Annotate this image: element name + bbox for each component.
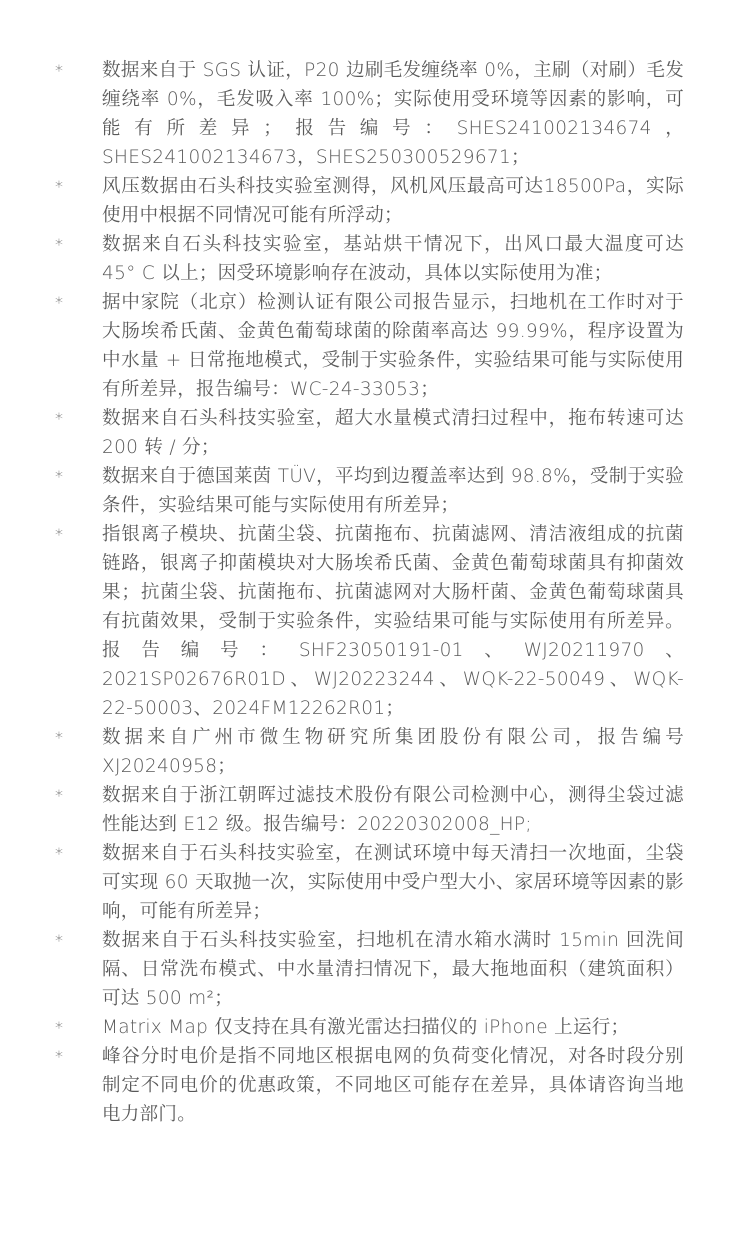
bullet-icon: *	[55, 177, 64, 196]
bullet-icon: *	[55, 293, 64, 312]
footnote-item	[0, 1013, 750, 1042]
footnote-text: 数据来自广州市微生物研究所集团股份有限公司，报告编号XJ20240958；	[102, 727, 684, 777]
bullet-icon: *	[55, 786, 64, 805]
footnote-item	[0, 230, 750, 288]
footnote-text: 指银离子模块、抗菌尘袋、抗菌拖布、抗菌滤网、清洁液组成的抗菌链路，银离子抑菌模块对大肠埃希氏菌、金黄色葡萄球菌具有抑菌效果；抗菌尘袋、抗菌拖布、抗菌滤网对大肠杆菌、金黄色葡萄球菌具有抗菌效果，受制于实验条件，实验结果可能与实际使用有所差异。报告编号：SHF23050191-01、WJ20211970、2021SP02676R01D、WJ20223244、WQK-22-50049、WQK-22-50003、2024FM12262R01；	[102, 524, 684, 719]
footnote-item	[0, 288, 750, 404]
footnote-item	[0, 520, 750, 723]
footnote-item	[0, 56, 750, 172]
footnote-text: Matrix Map 仅支持在具有激光雷达扫描仪的 iPhone 上运行；	[102, 1017, 630, 1038]
bullet-icon: *	[55, 235, 64, 254]
footnote-text: 数据来自石头科技实验室，超大水量模式清扫过程中，拖布转速可达 200 转 / 分；	[102, 408, 684, 458]
bullet-icon: *	[55, 61, 64, 80]
footnote-item	[0, 172, 750, 230]
footnote-item	[0, 781, 750, 839]
bullet-icon: *	[55, 728, 64, 747]
footnote-item	[0, 723, 750, 781]
bullet-icon: *	[55, 525, 64, 544]
bullet-icon: *	[55, 409, 64, 428]
bullet-icon: *	[55, 844, 64, 863]
footnote-text: 峰谷分时电价是指不同地区根据电网的负荷变化情况，对各时段分别制定不同电价的优惠政策，不同地区可能存在差异，具体请咨询当地电力部门。	[102, 1046, 684, 1125]
bullet-icon: *	[55, 931, 64, 950]
footnote-text: 数据来自于 SGS 认证，P20 边刷毛发缠绕率 0%，主刷（对刷）毛发缠绕率 0%，毛发吸入率 100%；实际使用受环境等因素的影响，可能有所差异；报告编号：SHES241002134674，SHES241002134673，SHES250300529671；	[102, 60, 684, 168]
footnote-item	[0, 1042, 750, 1129]
footnote-text: 数据来自于浙江朝晖过滤技术股份有限公司检测中心，测得尘袋过滤性能达到 E12 级。报告编号：20220302008_HP;	[102, 785, 684, 835]
footnote-text: 数据来自于德国莱茵 TÜV，平均到边覆盖率达到 98.8%，受制于实验条件，实验结果可能与实际使用有所差异；	[102, 466, 684, 516]
footnote-text: 风压数据由石头科技实验室测得，风机风压最高可达18500Pa，实际使用中根据不同情况可能有所浮动；	[102, 176, 684, 226]
footnote-text: 数据来自于石头科技实验室，扫地机在清水箱水满时 15min 回洗间隔、日常洗布模式、中水量清扫情况下，最大拖地面积（建筑面积）可达 500 m²；	[102, 930, 684, 1009]
footnote-item	[0, 926, 750, 1013]
footnote-item	[0, 404, 750, 462]
bullet-icon: *	[55, 1047, 64, 1066]
bullet-icon: *	[55, 467, 64, 486]
footnote-text: 数据来自石头科技实验室，基站烘干情况下，出风口最大温度可达 45° C 以上；因受环境影响存在波动，具体以实际使用为准；	[102, 234, 684, 284]
footnote-text: 数据来自于石头科技实验室，在测试环境中每天清扫一次地面，尘袋可实现 60 天取抛一次，实际使用中受户型大小、家居环境等因素的影响，可能有所差异；	[102, 843, 684, 922]
footnote-item	[0, 462, 750, 520]
footnote-list	[0, 56, 750, 1129]
footnote-item	[0, 839, 750, 926]
bullet-icon: *	[55, 1018, 64, 1037]
footnote-text: 据中家院（北京）检测认证有限公司报告显示，扫地机在工作时对于大肠埃希氏菌、金黄色葡萄球菌的除菌率高达 99.99%，程序设置为中水量 + 日常拖地模式，受制于实验条件，实验结果可能与实际使用有所差异，报告编号：WC-24-33053；	[102, 292, 684, 400]
